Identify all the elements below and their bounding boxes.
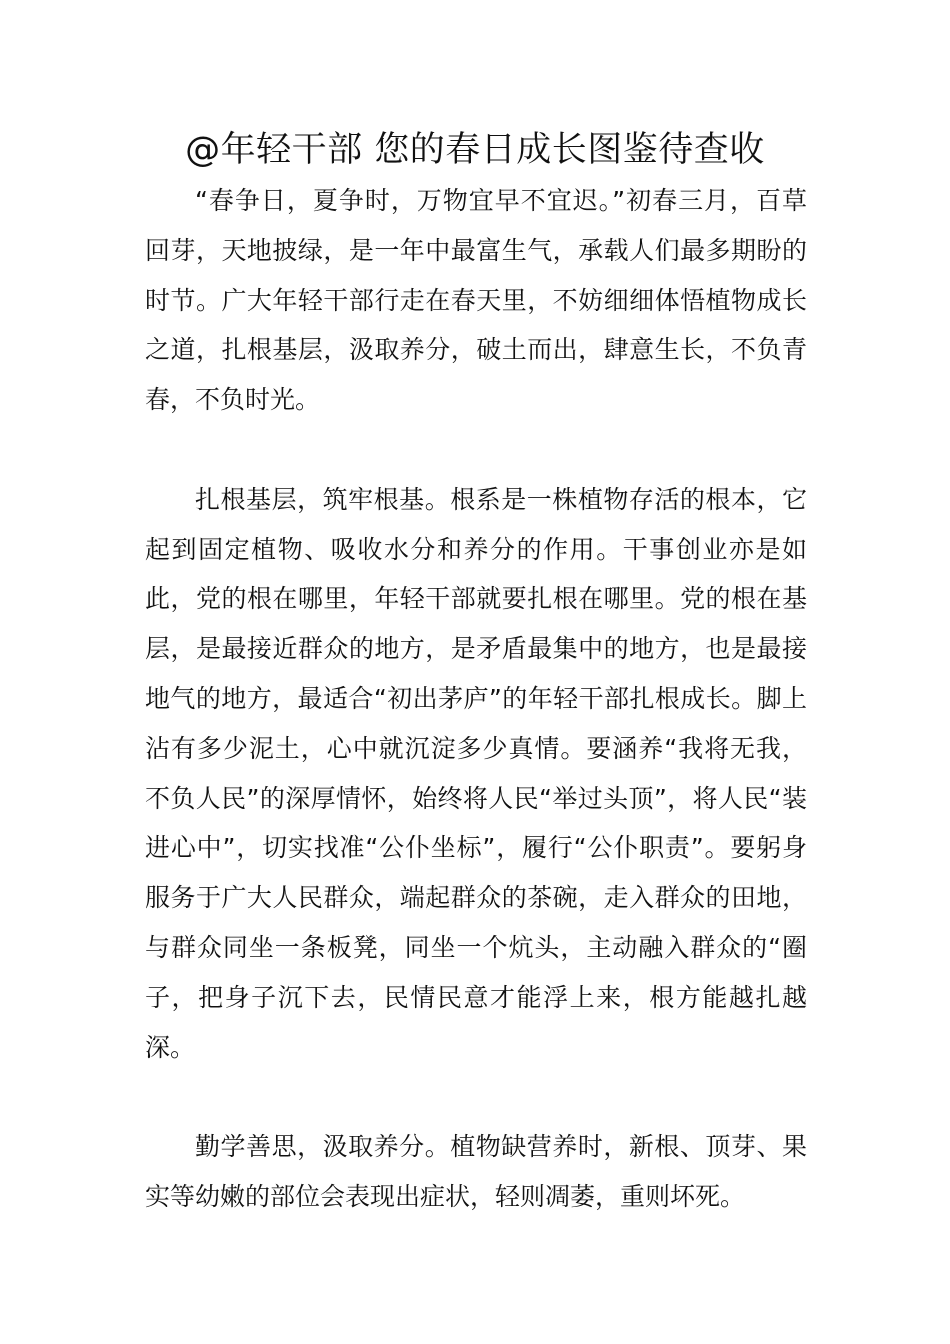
paragraph-study-nutrients: 勤学善思，汲取养分。植物缺营养时，新根、顶芽、果实等幼嫩的部位会表现出症状，轻则凋萎，重则坏死。 — [145, 1132, 807, 1211]
paragraph-root-grassroots: 扎根基层，筑牢根基。根系是一株植物存活的根本，它起到固定植物、吸收水分和养分的作用。干事创业亦是如此，党的根在哪里，年轻干部就要扎根在哪里。党的根在基层，是最接近群众的地方，是矛盾最集中的地方，也是最接地气的地方，最适合“初出茅庐”的年轻干部扎根成长。脚上沾有多少泥土，心中就沉淀多少真情。要涵养“我将无我，不负人民”的深厚情怀，始终将人民“举过头顶”，将人民“装进心中”，切实找准“公仆坐标”，履行“公仆职责”。要躬身服务于广大人民群众，端起群众的茶碗，走入群众的田地，与群众同坐一条板凳，同坐一个炕头，主动融入群众的“圈子，把身子沉下去，民情民意才能浮上来，根方能越扎越深。 — [145, 484, 807, 1062]
document-body — [145, 176, 807, 1222]
document-title: @年轻干部 您的春日成长图鉴待查收 — [185, 130, 765, 170]
paragraph-intro: “春争日，夏争时，万物宜早不宜迟。”初春三月，百草回芽，天地披绿，是一年中最富生气，承载人们最多期盼的时节。广大年轻干部行走在春天里，不妨细细体悟植物成长之道，扎根基层，汲取养分，破土而出，肆意生长，不负青春，不负时光。 — [145, 186, 807, 415]
